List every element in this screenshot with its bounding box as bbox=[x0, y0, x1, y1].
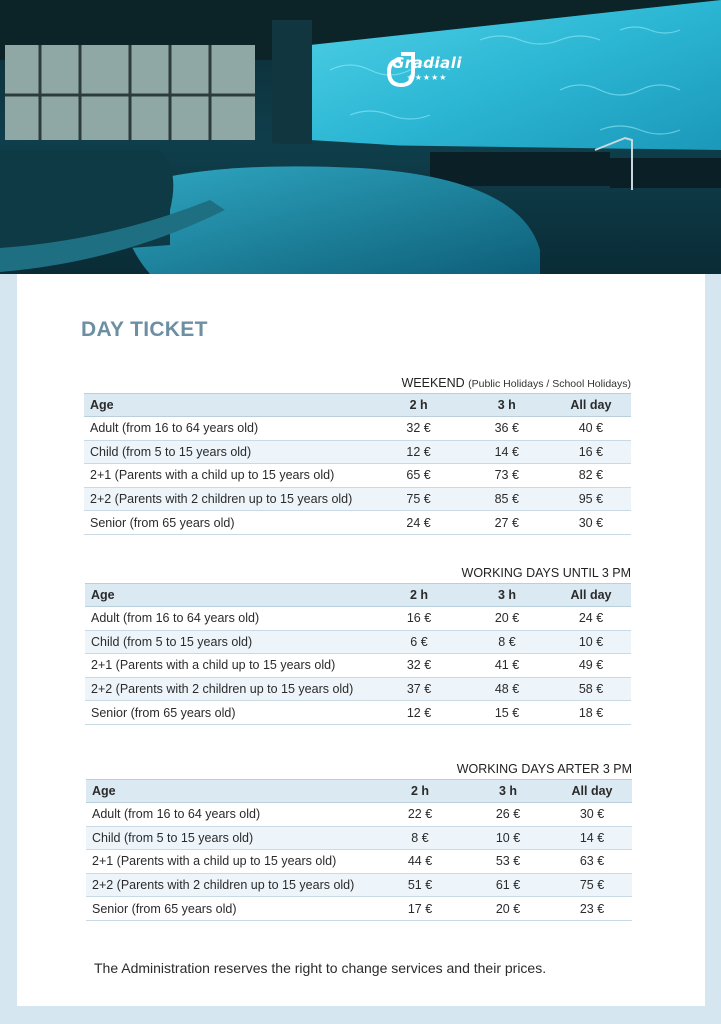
col-header-2h: 2 h bbox=[375, 394, 463, 417]
brand-name: Gradiali bbox=[391, 54, 463, 72]
pool-illustration bbox=[0, 0, 721, 274]
cell-3h: 20 € bbox=[464, 897, 552, 921]
cell-all-day: 58 € bbox=[551, 677, 631, 701]
brand-drop-icon bbox=[386, 52, 416, 88]
col-header-2h: 2 h bbox=[376, 780, 464, 803]
table-row bbox=[85, 607, 631, 631]
brand-logo bbox=[386, 52, 468, 82]
brand-stars: ★★★★★ bbox=[406, 73, 448, 82]
cell-2h: 75 € bbox=[375, 487, 463, 511]
cell-3h: 20 € bbox=[463, 607, 551, 631]
cell-age: Child (from 5 to 15 years old) bbox=[85, 630, 375, 654]
table-row bbox=[86, 897, 632, 921]
cell-2h: 22 € bbox=[376, 803, 464, 827]
table-header-row bbox=[85, 584, 631, 607]
page-title: DAY TICKET bbox=[81, 318, 208, 341]
cell-3h: 61 € bbox=[464, 873, 552, 897]
cell-age: Senior (from 65 years old) bbox=[86, 897, 376, 921]
price-table-weekend bbox=[84, 374, 631, 535]
cell-age: Senior (from 65 years old) bbox=[84, 511, 375, 535]
cell-age: 2+1 (Parents with a child up to 15 years old) bbox=[84, 464, 375, 488]
cell-2h: 24 € bbox=[375, 511, 463, 535]
cell-all-day: 16 € bbox=[551, 440, 631, 464]
cell-age: 2+2 (Parents with 2 children up to 15 years old) bbox=[86, 873, 376, 897]
cell-2h: 12 € bbox=[375, 701, 463, 725]
table-row bbox=[86, 826, 632, 850]
cell-3h: 85 € bbox=[463, 487, 551, 511]
cell-all-day: 10 € bbox=[551, 630, 631, 654]
cell-2h: 12 € bbox=[375, 440, 463, 464]
cell-2h: 8 € bbox=[376, 826, 464, 850]
cell-3h: 26 € bbox=[464, 803, 552, 827]
cell-2h: 6 € bbox=[375, 630, 463, 654]
table-caption bbox=[85, 564, 631, 583]
cell-all-day: 63 € bbox=[552, 850, 632, 874]
caption-main: WORKING DAYS UNTIL 3 PM bbox=[461, 566, 631, 580]
cell-3h: 53 € bbox=[464, 850, 552, 874]
col-header-3h: 3 h bbox=[463, 584, 551, 607]
col-header-all-day: All day bbox=[552, 780, 632, 803]
table-row bbox=[84, 417, 631, 441]
table-row bbox=[85, 630, 631, 654]
caption-sub: (Public Holidays / School Holidays) bbox=[468, 378, 631, 390]
cell-all-day: 49 € bbox=[551, 654, 631, 678]
caption-main: WEEKEND bbox=[401, 376, 465, 390]
col-header-3h: 3 h bbox=[463, 394, 551, 417]
table-row bbox=[85, 677, 631, 701]
footnote: The Administration reserves the right to change services and their prices. bbox=[94, 960, 547, 976]
cell-3h: 15 € bbox=[463, 701, 551, 725]
cell-3h: 73 € bbox=[463, 464, 551, 488]
cell-3h: 36 € bbox=[463, 417, 551, 441]
cell-age: Senior (from 65 years old) bbox=[85, 701, 375, 725]
cell-2h: 32 € bbox=[375, 654, 463, 678]
col-header-all-day: All day bbox=[551, 584, 631, 607]
cell-all-day: 30 € bbox=[551, 511, 631, 535]
cell-all-day: 24 € bbox=[551, 607, 631, 631]
table-row bbox=[84, 487, 631, 511]
table-row bbox=[86, 873, 632, 897]
hero-image bbox=[0, 0, 721, 274]
cell-3h: 48 € bbox=[463, 677, 551, 701]
col-header-all-day: All day bbox=[551, 394, 631, 417]
table-row bbox=[84, 511, 631, 535]
price-table-weekday-after-3pm bbox=[86, 760, 632, 921]
col-header-age: Age bbox=[84, 394, 375, 417]
price-table bbox=[85, 583, 631, 725]
cell-3h: 8 € bbox=[463, 630, 551, 654]
cell-all-day: 95 € bbox=[551, 487, 631, 511]
table-row bbox=[86, 850, 632, 874]
cell-age: Adult (from 16 to 64 years old) bbox=[84, 417, 375, 441]
table-caption bbox=[84, 374, 631, 393]
cell-all-day: 40 € bbox=[551, 417, 631, 441]
cell-all-day: 30 € bbox=[552, 803, 632, 827]
cell-2h: 37 € bbox=[375, 677, 463, 701]
cell-age: Child (from 5 to 15 years old) bbox=[84, 440, 375, 464]
cell-all-day: 18 € bbox=[551, 701, 631, 725]
cell-3h: 27 € bbox=[463, 511, 551, 535]
cell-age: Adult (from 16 to 64 years old) bbox=[86, 803, 376, 827]
cell-age: 2+2 (Parents with 2 children up to 15 years old) bbox=[85, 677, 375, 701]
cell-2h: 65 € bbox=[375, 464, 463, 488]
price-table bbox=[84, 393, 631, 535]
table-caption bbox=[86, 760, 632, 779]
cell-2h: 16 € bbox=[375, 607, 463, 631]
cell-age: Child (from 5 to 15 years old) bbox=[86, 826, 376, 850]
table-row bbox=[85, 654, 631, 678]
table-header-row bbox=[86, 780, 632, 803]
cell-age: Adult (from 16 to 64 years old) bbox=[85, 607, 375, 631]
cell-3h: 14 € bbox=[463, 440, 551, 464]
cell-2h: 17 € bbox=[376, 897, 464, 921]
cell-3h: 41 € bbox=[463, 654, 551, 678]
cell-all-day: 23 € bbox=[552, 897, 632, 921]
cell-2h: 32 € bbox=[375, 417, 463, 441]
cell-3h: 10 € bbox=[464, 826, 552, 850]
price-table-weekday-before-3pm bbox=[85, 564, 631, 725]
cell-age: 2+1 (Parents with a child up to 15 years old) bbox=[86, 850, 376, 874]
cell-all-day: 14 € bbox=[552, 826, 632, 850]
table-row bbox=[85, 701, 631, 725]
col-header-2h: 2 h bbox=[375, 584, 463, 607]
col-header-3h: 3 h bbox=[464, 780, 552, 803]
cell-2h: 51 € bbox=[376, 873, 464, 897]
price-table bbox=[86, 779, 632, 921]
cell-2h: 44 € bbox=[376, 850, 464, 874]
cell-all-day: 75 € bbox=[552, 873, 632, 897]
table-row bbox=[86, 803, 632, 827]
table-row bbox=[84, 440, 631, 464]
cell-all-day: 82 € bbox=[551, 464, 631, 488]
cell-age: 2+2 (Parents with 2 children up to 15 years old) bbox=[84, 487, 375, 511]
caption-main: WORKING DAYS ARTER 3 PM bbox=[456, 762, 632, 776]
table-row bbox=[84, 464, 631, 488]
col-header-age: Age bbox=[85, 584, 375, 607]
table-header-row bbox=[84, 394, 631, 417]
cell-age: 2+1 (Parents with a child up to 15 years old) bbox=[85, 654, 375, 678]
col-header-age: Age bbox=[86, 780, 376, 803]
